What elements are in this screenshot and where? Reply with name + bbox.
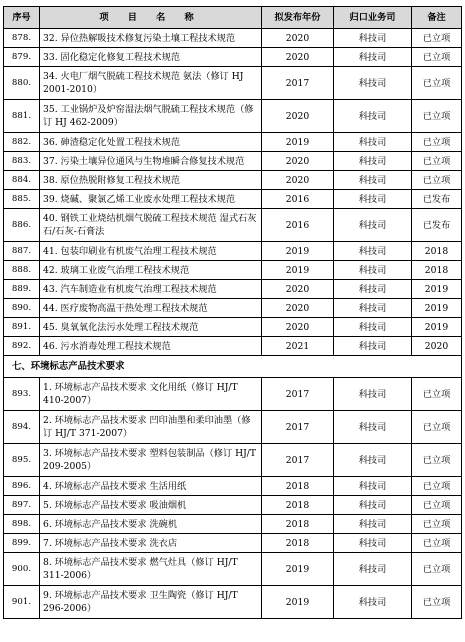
cell-dept: 科技司: [334, 242, 412, 261]
table-row: [4, 29, 462, 48]
cell-name: 32. 异位热解吸技术修复污染土壤工程技术规范: [40, 29, 262, 48]
cell-dept: 科技司: [334, 67, 412, 100]
cell-dept: 科技司: [334, 534, 412, 553]
table-row: [4, 534, 462, 553]
cell-dept: 科技司: [334, 48, 412, 67]
cell-dept: 科技司: [334, 261, 412, 280]
table-row: [4, 411, 462, 444]
table-row: [4, 553, 462, 586]
cell-year: 2019: [262, 133, 334, 152]
cell-name: 43. 汽车制造业有机废气治理工程技术规范: [40, 280, 262, 299]
cell-year: 2020: [262, 152, 334, 171]
cell-name: 37. 污染土壤异位通风与生物堆瞬合修复技术规范: [40, 152, 262, 171]
table-row: [4, 515, 462, 534]
cell-note: 已立项: [412, 171, 462, 190]
cell-no: 899.: [4, 534, 40, 553]
cell-year: 2019: [262, 553, 334, 586]
cell-note: 已立项: [412, 133, 462, 152]
cell-dept: 科技司: [334, 586, 412, 619]
cell-no: 880.: [4, 67, 40, 100]
cell-year: 2021: [262, 337, 334, 356]
table-row: [4, 242, 462, 261]
cell-year: 2017: [262, 411, 334, 444]
cell-dept: 科技司: [334, 444, 412, 477]
section-title: 七、环境标志产品技术要求: [4, 356, 462, 378]
cell-no: 891.: [4, 318, 40, 337]
cell-year: 2018: [262, 477, 334, 496]
cell-year: 2020: [262, 299, 334, 318]
cell-note: 已立项: [412, 48, 462, 67]
cell-note: 已立项: [412, 477, 462, 496]
header-no: 序号: [4, 7, 40, 29]
cell-year: 2020: [262, 318, 334, 337]
table-row: [4, 152, 462, 171]
cell-year: 2016: [262, 190, 334, 209]
cell-dept: 科技司: [334, 171, 412, 190]
cell-no: 879.: [4, 48, 40, 67]
cell-no: 878.: [4, 29, 40, 48]
cell-dept: 科技司: [334, 209, 412, 242]
cell-note: 2019: [412, 318, 462, 337]
cell-no: 890.: [4, 299, 40, 318]
cell-dept: 科技司: [334, 318, 412, 337]
cell-note: 2019: [412, 280, 462, 299]
cell-year: 2020: [262, 48, 334, 67]
table-row: [4, 586, 462, 619]
cell-no: 882.: [4, 133, 40, 152]
cell-year: 2019: [262, 586, 334, 619]
standards-table: [3, 6, 462, 619]
table-row: [4, 318, 462, 337]
table-row: [4, 67, 462, 100]
cell-note: 已立项: [412, 100, 462, 133]
cell-note: 已立项: [412, 496, 462, 515]
table-row: [4, 444, 462, 477]
cell-year: 2018: [262, 534, 334, 553]
table-row: [4, 48, 462, 67]
cell-name: 44. 医疗废物高温干热处理工程技术规范: [40, 299, 262, 318]
cell-name: 41. 包装印刷业有机废气治理工程技术规范: [40, 242, 262, 261]
cell-name: 1. 环境标志产品技术要求 文化用纸（修订 HJ/T 410-2007）: [40, 378, 262, 411]
cell-year: 2016: [262, 209, 334, 242]
table-row: [4, 133, 462, 152]
cell-name: 38. 原位热脱附修复工程技术规范: [40, 171, 262, 190]
table-row: [4, 100, 462, 133]
cell-note: 已发布: [412, 209, 462, 242]
header-note: 备注: [412, 7, 462, 29]
table-row: [4, 171, 462, 190]
cell-dept: 科技司: [334, 133, 412, 152]
cell-name: 33. 固化稳定化修复工程技术规范: [40, 48, 262, 67]
cell-no: 883.: [4, 152, 40, 171]
cell-note: 2018: [412, 242, 462, 261]
cell-name: 35. 工业锅炉及炉窑湿法烟气脱硫工程技术规范（修订 HJ 462-2009）: [40, 100, 262, 133]
cell-dept: 科技司: [334, 337, 412, 356]
cell-dept: 科技司: [334, 378, 412, 411]
table-header-row: [4, 7, 462, 29]
cell-year: 2017: [262, 378, 334, 411]
cell-name: 40. 钢铁工业烧结机烟气脱硫工程技术规范 湿式石灰石/石灰-石膏法: [40, 209, 262, 242]
cell-name: 42. 玻璃工业废气治理工程技术规范: [40, 261, 262, 280]
table-row: [4, 477, 462, 496]
cell-year: 2020: [262, 100, 334, 133]
cell-name: 9. 环境标志产品技术要求 卫生陶瓷（修订 HJ/T 296-2006）: [40, 586, 262, 619]
cell-dept: 科技司: [334, 29, 412, 48]
cell-note: 已立项: [412, 534, 462, 553]
cell-year: 2018: [262, 496, 334, 515]
table-row: [4, 280, 462, 299]
cell-note: 已立项: [412, 553, 462, 586]
cell-note: 已立项: [412, 586, 462, 619]
cell-year: 2017: [262, 444, 334, 477]
header-dept: 归口业务司: [334, 7, 412, 29]
cell-dept: 科技司: [334, 299, 412, 318]
cell-year: 2020: [262, 280, 334, 299]
table-row: [4, 190, 462, 209]
cell-no: 881.: [4, 100, 40, 133]
cell-note: 已立项: [412, 378, 462, 411]
standards-table-page: [3, 6, 461, 619]
cell-note: 已立项: [412, 444, 462, 477]
cell-no: 884.: [4, 171, 40, 190]
cell-note: 已立项: [412, 411, 462, 444]
cell-no: 897.: [4, 496, 40, 515]
cell-name: 34. 火电厂烟气脱硫工程技术规范 氨法（修订 HJ 2001-2010）: [40, 67, 262, 100]
cell-no: 887.: [4, 242, 40, 261]
cell-no: 896.: [4, 477, 40, 496]
table-row: [4, 299, 462, 318]
table-row: [4, 496, 462, 515]
cell-no: 885.: [4, 190, 40, 209]
cell-year: 2019: [262, 242, 334, 261]
cell-no: 900.: [4, 553, 40, 586]
cell-note: 2019: [412, 299, 462, 318]
cell-year: 2017: [262, 67, 334, 100]
cell-no: 886.: [4, 209, 40, 242]
cell-dept: 科技司: [334, 477, 412, 496]
cell-note: 2020: [412, 337, 462, 356]
cell-dept: 科技司: [334, 411, 412, 444]
cell-no: 898.: [4, 515, 40, 534]
table-row: [4, 378, 462, 411]
cell-no: 901.: [4, 586, 40, 619]
table-body: [4, 29, 462, 619]
cell-name: 45. 臭氧氧化法污水处理工程技术规范: [40, 318, 262, 337]
cell-year: 2019: [262, 261, 334, 280]
cell-note: 已立项: [412, 67, 462, 100]
cell-name: 3. 环境标志产品技术要求 塑料包装制品（修订 HJ/T 209-2005）: [40, 444, 262, 477]
cell-dept: 科技司: [334, 280, 412, 299]
cell-no: 894.: [4, 411, 40, 444]
table-row: [4, 337, 462, 356]
cell-year: 2020: [262, 171, 334, 190]
cell-name: 6. 环境标志产品技术要求 洗碗机: [40, 515, 262, 534]
cell-name: 5. 环境标志产品技术要求 吸油烟机: [40, 496, 262, 515]
table-row: [4, 261, 462, 280]
cell-dept: 科技司: [334, 496, 412, 515]
cell-name: 2. 环境标志产品技术要求 凹印油墨和柔印油墨（修订 HJ/T 371-2007）: [40, 411, 262, 444]
section-row: [4, 356, 462, 378]
cell-no: 889.: [4, 280, 40, 299]
cell-note: 已发布: [412, 190, 462, 209]
cell-no: 893.: [4, 378, 40, 411]
cell-name: 8. 环境标志产品技术要求 燃气灶具（修订 HJ/T 311-2006）: [40, 553, 262, 586]
header-year: 拟发布年份: [262, 7, 334, 29]
table-row: [4, 209, 462, 242]
cell-no: 888.: [4, 261, 40, 280]
cell-name: 36. 砷渣稳定化处置工程技术规范: [40, 133, 262, 152]
cell-no: 895.: [4, 444, 40, 477]
cell-dept: 科技司: [334, 152, 412, 171]
cell-note: 已立项: [412, 152, 462, 171]
cell-name: 4. 环境标志产品技术要求 生活用纸: [40, 477, 262, 496]
cell-name: 7. 环境标志产品技术要求 洗衣店: [40, 534, 262, 553]
cell-no: 892.: [4, 337, 40, 356]
cell-dept: 科技司: [334, 553, 412, 586]
header-name: 项 目 名 称: [40, 7, 262, 29]
cell-year: 2018: [262, 515, 334, 534]
cell-name: 39. 烧碱、聚氯乙烯工业废水处理工程技术规范: [40, 190, 262, 209]
cell-dept: 科技司: [334, 190, 412, 209]
cell-dept: 科技司: [334, 515, 412, 534]
cell-year: 2020: [262, 29, 334, 48]
cell-name: 46. 污水消毒处理工程技术规范: [40, 337, 262, 356]
cell-note: 已立项: [412, 29, 462, 48]
cell-dept: 科技司: [334, 100, 412, 133]
cell-note: 已立项: [412, 515, 462, 534]
cell-note: 2018: [412, 261, 462, 280]
